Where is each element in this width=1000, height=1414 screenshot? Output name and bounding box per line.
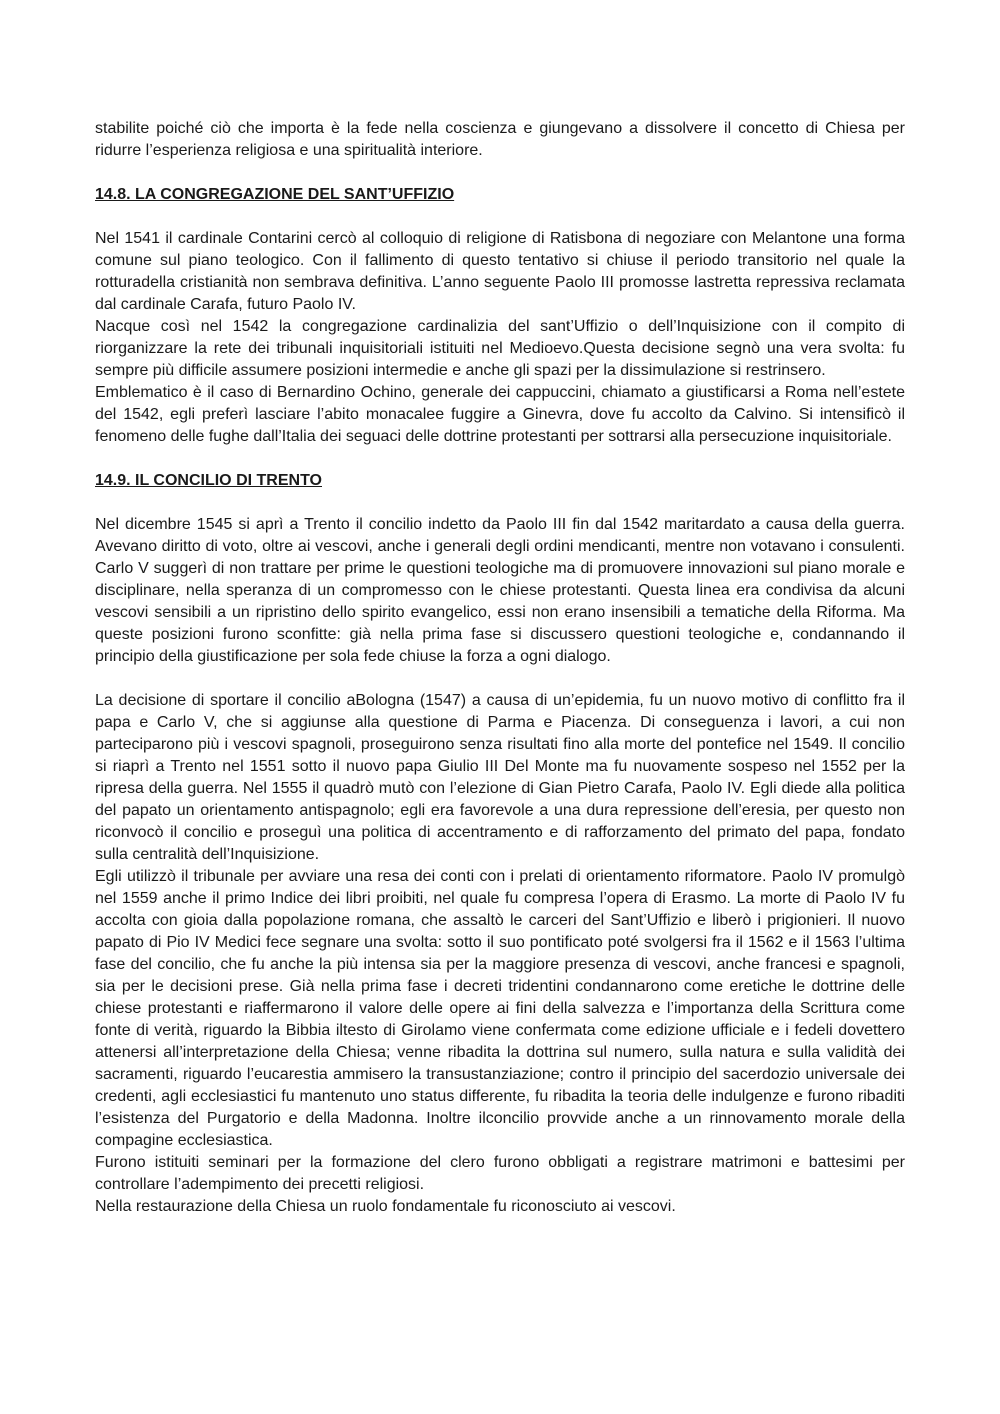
paragraph: Nel dicembre 1545 si aprì a Trento il concilio indetto da Paolo III fin dal 1542 maritardato a causa della guerra. Avevano diritto di voto, oltre ai vescovi, anche i generali degli ordini mendicanti, mentre non votavano i consulenti. Carlo V suggerì di non trattare per prime le questioni teologiche ma di promuovere innovazioni sul piano morale e disciplinare, nella speranza di un compromesso con le chiese protestanti. Questa linea era condivisa da alcuni vescovi sensibili a un ripristino dello spirito evangelico, essi non erano insensibili a tematiche della Riforma. Ma queste posizioni furono sconfitte: già nella prima fase si discussero questioni teologiche e, condannando il principio della giustificazione per sola fede chiuse la forza a ogni dialogo. (95, 516, 905, 665)
document-page (95, 118, 905, 1218)
paragraph: Egli utilizzò il tribunale per avviare una resa dei conti con i prelati di orientamento riformatore. Paolo IV promulgò nel 1559 anche il primo Indice dei libri proibiti, nel quale fu compresa l’opera di Erasmo. La morte di Paolo IV fu accolta con gioia dalla popolazione romana, che assaltò le carceri del Sant’Uffizio e liberò i prigionieri. Il nuovo papato di Pio IV Medici fece segnare una svolta: sotto il suo pontificato poté svolgersi fra il 1562 e il 1563 l’ultima fase del concilio, che fu anche la più intensa sia per la maggiore presenza di vescovi, anche francesi e spagnoli, sia per le decisioni prese. Già nella prima fase i decreti tridentini condannarono come eretiche le dottrine delle chiese protestanti e riaffermarono il valore delle opere ai fini della salvezza e l’importanza della Scrittura come fonte di verità, riguardo la Bibbia iltesto di Girolamo viene confermata come edizione ufficiale e i fedeli dovettero attenersi all’interpretazione della Chiesa; venne ribadita la dottrina sul numero, sulla natura e sulla validità dei sacramenti, riguardo l’eucarestia ammisero la transustanziazione; contro il principio del sacerdozio universale dei credenti, agli ecclesiastici fu mantenuto uno status differente, fu ribadita la teoria delle indulgenze e furono ribaditi l’esistenza del Purgatorio e della Madonna. Inoltre ilconcilio provvide anche a un rinnovamento morale della compagine ecclesiastica. (95, 868, 905, 1149)
paragraph: Emblematico è il caso di Bernardino Ochino, generale dei cappuccini, chiamato a giustificarsi a Roma nell’estete del 1542, egli preferì lasciare l’abito monacalee fuggire a Ginevra, dove fu accolto da Calvino. Si intensificò il fenomeno delle fughe dall’Italia dei seguaci delle dottrine protestanti per sottrarsi alla persecuzione inquisitoriale. (95, 384, 905, 445)
paragraph: Nella restaurazione della Chiesa un ruolo fondamentale fu riconosciuto ai vescovi. (95, 1198, 676, 1215)
paragraph: Nacque così nel 1542 la congregazione cardinalizia del sant’Uffizio o dell’Inquisizione con il compito di riorganizzare la rete dei tribunali inquisitoriali istituiti nel Medioevo.Questa decisione segnò una vera svolta: fu sempre più difficile assumere posizioni intermedie e anche gli spazi per la dissimulazione si restrinsero. (95, 318, 905, 379)
paragraph: Nel 1541 il cardinale Contarini cercò al colloquio di religione di Ratisbona di negoziare con Melantone una forma comune sul piano teologico. Con il fallimento di questo tentativo si chiuse il periodo transitorio nel quale la rotturadella cristianità non sembrava definitiva. L’anno seguente Paolo III promosse lastretta repressiva reclamata dal cardinale Carafa, futuro Paolo IV. (95, 230, 905, 313)
section-heading-14-9: 14.9. IL CONCILIO DI TRENTO (95, 472, 322, 489)
intro-paragraph: stabilite poiché ciò che importa è la fede nella coscienza e giungevano a dissolvere il concetto di Chiesa per ridurre l’esperienza religiosa e una spiritualità interiore. (95, 120, 905, 159)
section-heading-14-8: 14.8. LA CONGREGAZIONE DEL SANT’UFFIZIO (95, 186, 455, 203)
paragraph: La decisione di sportare il concilio aBologna (1547) a causa di un’epidemia, fu un nuovo motivo di conflitto fra il papa e Carlo V, che si aggiunse alla questione di Parma e Piacenza. Di conseguenza i lavori, a cui non parteciparono più i vescovi spagnoli, proseguirono senza risultati fino alla morte del pontefice nel 1549. Il concilio si riaprì a Trento nel 1551 sotto il nuovo papa Giulio III Del Monte ma fu nuovamente sospeso nel 1552 per la ripresa della guerra. Nel 1555 il quadrò mutò con l’elezione di Gian Pietro Carafa, Paolo IV. Egli diede alla politica del papato un orientamento antispagnolo; egli era favorevole a una dura repressione dell’eresia, per questo non riconvocò il concilio e proseguì una politica di accentramento e di rafforzamento del primato del papa, fondato sulla centralità dell’Inquisizione. (95, 692, 905, 863)
paragraph: Furono istituiti seminari per la formazione del clero furono obbligati a registrare matrimoni e battesimi per controllare l’adempimento dei precetti religiosi. (95, 1154, 905, 1193)
